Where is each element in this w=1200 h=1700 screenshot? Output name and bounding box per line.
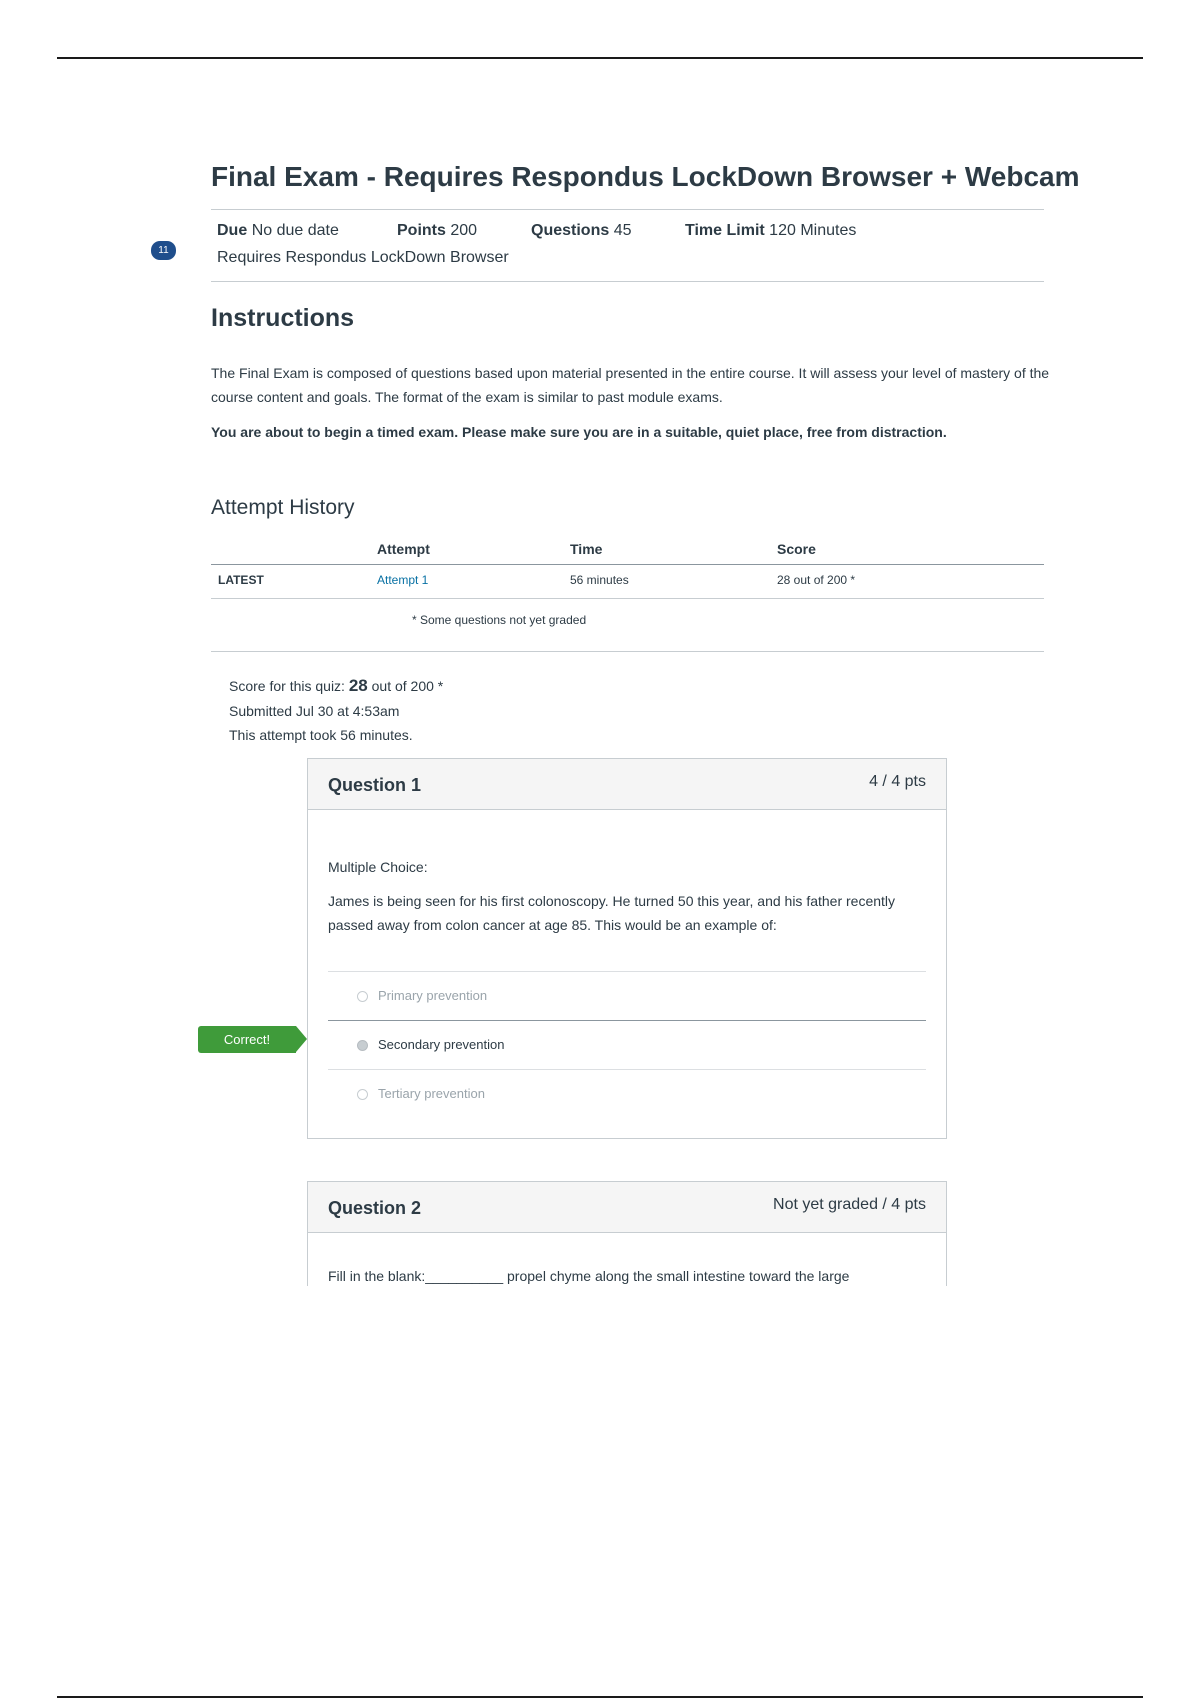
answer-label: Tertiary prevention xyxy=(378,1086,485,1101)
points-value: 200 xyxy=(450,222,478,239)
column-header-attempt: Attempt xyxy=(377,541,430,557)
quiz-title: Final Exam - Requires Respondus LockDown Browser + Webcam xyxy=(211,161,1080,192)
answer-option[interactable] xyxy=(328,971,926,1021)
column-header-score: Score xyxy=(777,541,816,557)
questions-label: Questions xyxy=(531,222,610,239)
questions-detail xyxy=(531,222,631,240)
question-2-points: Not yet graded / 4 pts xyxy=(773,1196,926,1213)
score-suffix: out of 200 * xyxy=(371,678,444,694)
due-detail xyxy=(217,222,339,240)
title-divider xyxy=(211,209,1044,210)
radio-button[interactable] xyxy=(357,1089,368,1100)
lockdown-note: Requires Respondus LockDown Browser xyxy=(217,249,509,266)
page-top-rule xyxy=(57,57,1143,59)
flag-arrow-tip xyxy=(296,1026,307,1052)
question-1-type: Multiple Choice: xyxy=(328,859,428,875)
table-bottom-divider xyxy=(211,651,1044,652)
page-bottom-rule xyxy=(57,1696,1143,1698)
table-header-divider xyxy=(211,564,1044,565)
radio-button[interactable] xyxy=(357,991,368,1002)
question-1-card xyxy=(307,758,947,1139)
answer-option-selected[interactable] xyxy=(328,1020,926,1070)
attempt-time: 56 minutes xyxy=(570,573,629,587)
points-label: Points xyxy=(397,222,446,239)
not-graded-footnote: * Some questions not yet graded xyxy=(412,613,587,627)
score-value: 28 xyxy=(348,676,368,695)
question-1-text: James is being seen for his first colonoscopy. He turned 50 this year, and his father recently passed away from colon cancer at age 85. This would be an example of: xyxy=(328,893,896,933)
time-limit-detail xyxy=(685,222,856,240)
question-1-header xyxy=(308,759,946,810)
score-prefix: Score for this quiz: xyxy=(229,678,345,694)
attempt-score: 28 out of 200 * xyxy=(777,573,856,587)
quiz-score-line xyxy=(229,676,443,696)
question-2-header xyxy=(308,1182,946,1233)
question-2-card xyxy=(307,1181,947,1286)
attempt-history-heading: Attempt History xyxy=(211,496,355,519)
timed-exam-warning: You are about to begin a timed exam. Please make sure you are in a suitable, quiet place, free from distraction. xyxy=(211,424,947,440)
side-badge: 11 xyxy=(151,241,176,260)
attempt-duration: This attempt took 56 minutes. xyxy=(229,727,413,743)
submitted-time: Submitted Jul 30 at 4:53am xyxy=(229,703,400,719)
details-divider xyxy=(211,281,1044,282)
time-limit-label: Time Limit xyxy=(685,222,765,239)
question-1-points: 4 / 4 pts xyxy=(869,773,926,790)
radio-button-selected[interactable] xyxy=(357,1040,368,1051)
question-1-title: Question 1 xyxy=(328,775,422,795)
correct-answer-flag xyxy=(198,1026,307,1053)
due-value: No due date xyxy=(251,222,339,239)
answer-option[interactable] xyxy=(328,1069,926,1119)
points-detail xyxy=(397,222,477,240)
answer-label: Primary prevention xyxy=(378,988,488,1003)
column-header-time: Time xyxy=(570,541,603,557)
table-row-divider xyxy=(211,598,1044,599)
questions-value: 45 xyxy=(613,222,632,239)
answer-label: Secondary prevention xyxy=(378,1037,505,1052)
question-2-title: Question 2 xyxy=(328,1198,422,1218)
instructions-paragraph: The Final Exam is composed of questions based upon material presented in the entire course. It will assess your level of mastery of the course content and goals. The format of the exam is similar to past module exams. xyxy=(211,365,1050,405)
instructions-heading: Instructions xyxy=(211,304,355,332)
correct-flag-label: Correct! xyxy=(198,1026,296,1053)
latest-label: LATEST xyxy=(218,573,264,587)
due-label: Due xyxy=(217,222,248,239)
question-2-text: Fill in the blank:__________ propel chyme along the small intestine toward the large xyxy=(328,1268,850,1284)
time-limit-value: 120 Minutes xyxy=(769,222,857,239)
attempt-link[interactable]: Attempt 1 xyxy=(377,573,429,587)
